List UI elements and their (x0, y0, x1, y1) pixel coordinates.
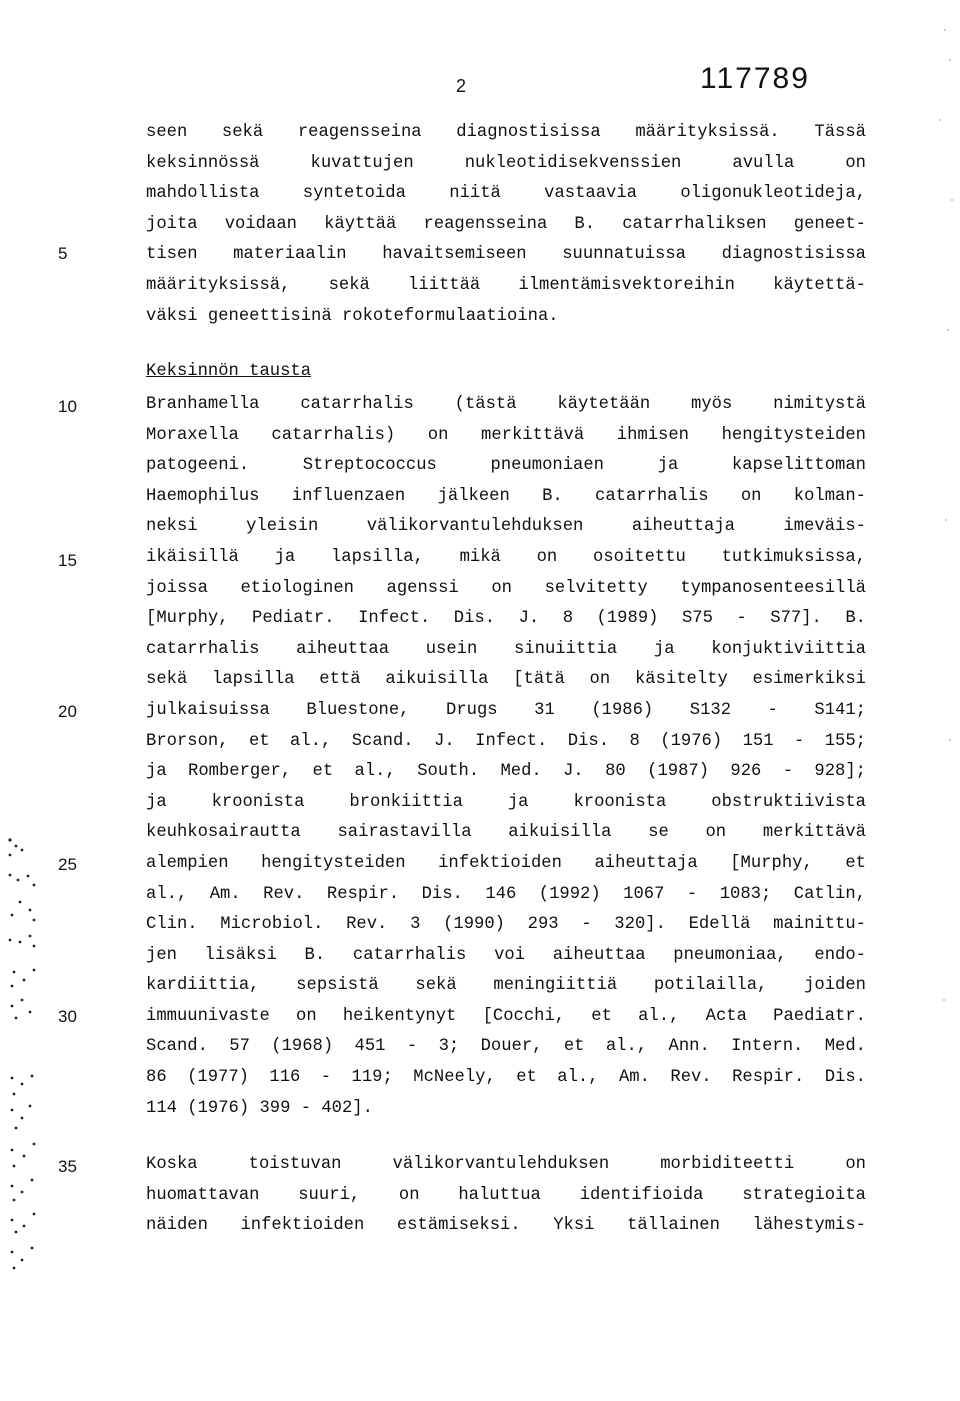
text-line: mahdollista syntetoida niitä vastaavia oligonukleotideja, (146, 184, 866, 204)
document-number: 117789 (700, 62, 810, 95)
line-number: 15 (58, 551, 77, 570)
text-line: Koska toistuvan välikorvantulehduksen morbiditeetti on (146, 1155, 866, 1174)
text-line: patogeeni. Streptococcus pneumoniaen ja kapselittoman (146, 456, 866, 476)
text-line: [Murphy, Pediatr. Infect. Dis. J. 8 (1989) S75 - S77]. B. (146, 609, 866, 629)
text-line: alempien hengitysteiden infektioiden aiheuttaja [Murphy, et (146, 853, 866, 873)
text-line: keksinnössä kuvattujen nukleotidisekvenssien avulla on (146, 153, 866, 173)
text-line: ja Romberger, et al., South. Med. J. 80 (1987) 926 - 928]; (146, 762, 866, 782)
line-number: 5 (58, 244, 68, 263)
text-line: joissa etiologinen agenssi on selvitetty tympanosenteesillä (146, 578, 866, 598)
text-line: immuunivaste on heikentynyt [Cocchi, et al., Acta Paediatr. (146, 1006, 866, 1026)
text-line: 114 (1976) 399 - 402]. (146, 1098, 373, 1118)
text-line: ikäisillä ja lapsilla, mikä on osoitettu tutkimuksissa, (146, 547, 866, 567)
text-line: julkaisuissa Bluestone, Drugs 31 (1986) S132 - S141; (146, 700, 866, 720)
text-line: tisen materiaalin havaitsemiseen suunnatuissa diagnostisissa (146, 245, 866, 265)
text-line: Clin. Microbiol. Rev. 3 (1990) 293 - 320]. Edellä mainittu- (146, 915, 866, 935)
text-line: catarrhalis aiheuttaa usein sinuiittia ja konjuktiviittia (146, 639, 866, 659)
text-line: Moraxella catarrhalis) on merkittävä ihmisen hengitysteiden (146, 425, 866, 445)
text-line: ja kroonista bronkiittia ja kroonista obstruktiivista (146, 792, 866, 812)
text-line: Brorson, et al., Scand. J. Infect. Dis. 8 (1976) 151 - 155; (146, 731, 866, 751)
text-line: väksi geneettisinä rokoteformulaatioina. (146, 306, 559, 326)
text-line: neksi yleisin välikorvantulehduksen aiheuttaja imeväis- (146, 517, 866, 537)
text-line: jen lisäksi B. catarrhalis voi aiheuttaa pneumoniaa, endo- (146, 945, 866, 965)
text-line: sekä lapsilla että aikuisilla [tätä on käsitelty esimerkiksi (146, 670, 866, 690)
text-line: huomattavan suuri, on haluttua identifioida strategioita (146, 1185, 866, 1205)
line-number: 10 (58, 397, 77, 416)
line-number: 20 (58, 702, 77, 721)
text-line: seen sekä reagensseina diagnostisissa määrityksissä. Tässä (146, 123, 866, 142)
text-line: Scand. 57 (1968) 451 - 3; Douer, et al., Ann. Intern. Med. (146, 1037, 866, 1057)
text-line: joita voidaan käyttää reagensseina B. catarrhaliksen geneet- (146, 214, 866, 234)
text-line: al., Am. Rev. Respir. Dis. 146 (1992) 1067 - 1083; Catlin, (146, 884, 866, 904)
section-heading: Keksinnön tausta (146, 362, 312, 381)
text-line: keuhkosairautta sairastavilla aikuisilla se on merkittävä (146, 823, 866, 843)
line-number: 30 (58, 1007, 77, 1026)
text-line: kardiittia, sepsistä sekä meningiittiä potilailla, joiden (146, 976, 866, 996)
line-number: 25 (58, 855, 77, 874)
page-number: 2 (456, 76, 467, 96)
line-number: 35 (58, 1157, 77, 1176)
text-line: Branhamella catarrhalis (tästä käytetään myös nimitystä (146, 395, 866, 414)
text-line: 86 (1977) 116 - 119; McNeely, et al., Am. Rev. Respir. Dis. (146, 1068, 866, 1088)
text-line: näiden infektioiden estämiseksi. Yksi tällainen lähestymis- (146, 1216, 866, 1236)
text-line: määrityksissä, sekä liittää ilmentämisvektoreihin käytettä- (146, 275, 866, 295)
text-line: Haemophilus influenzaen jälkeen B. catarrhalis on kolman- (146, 486, 866, 506)
